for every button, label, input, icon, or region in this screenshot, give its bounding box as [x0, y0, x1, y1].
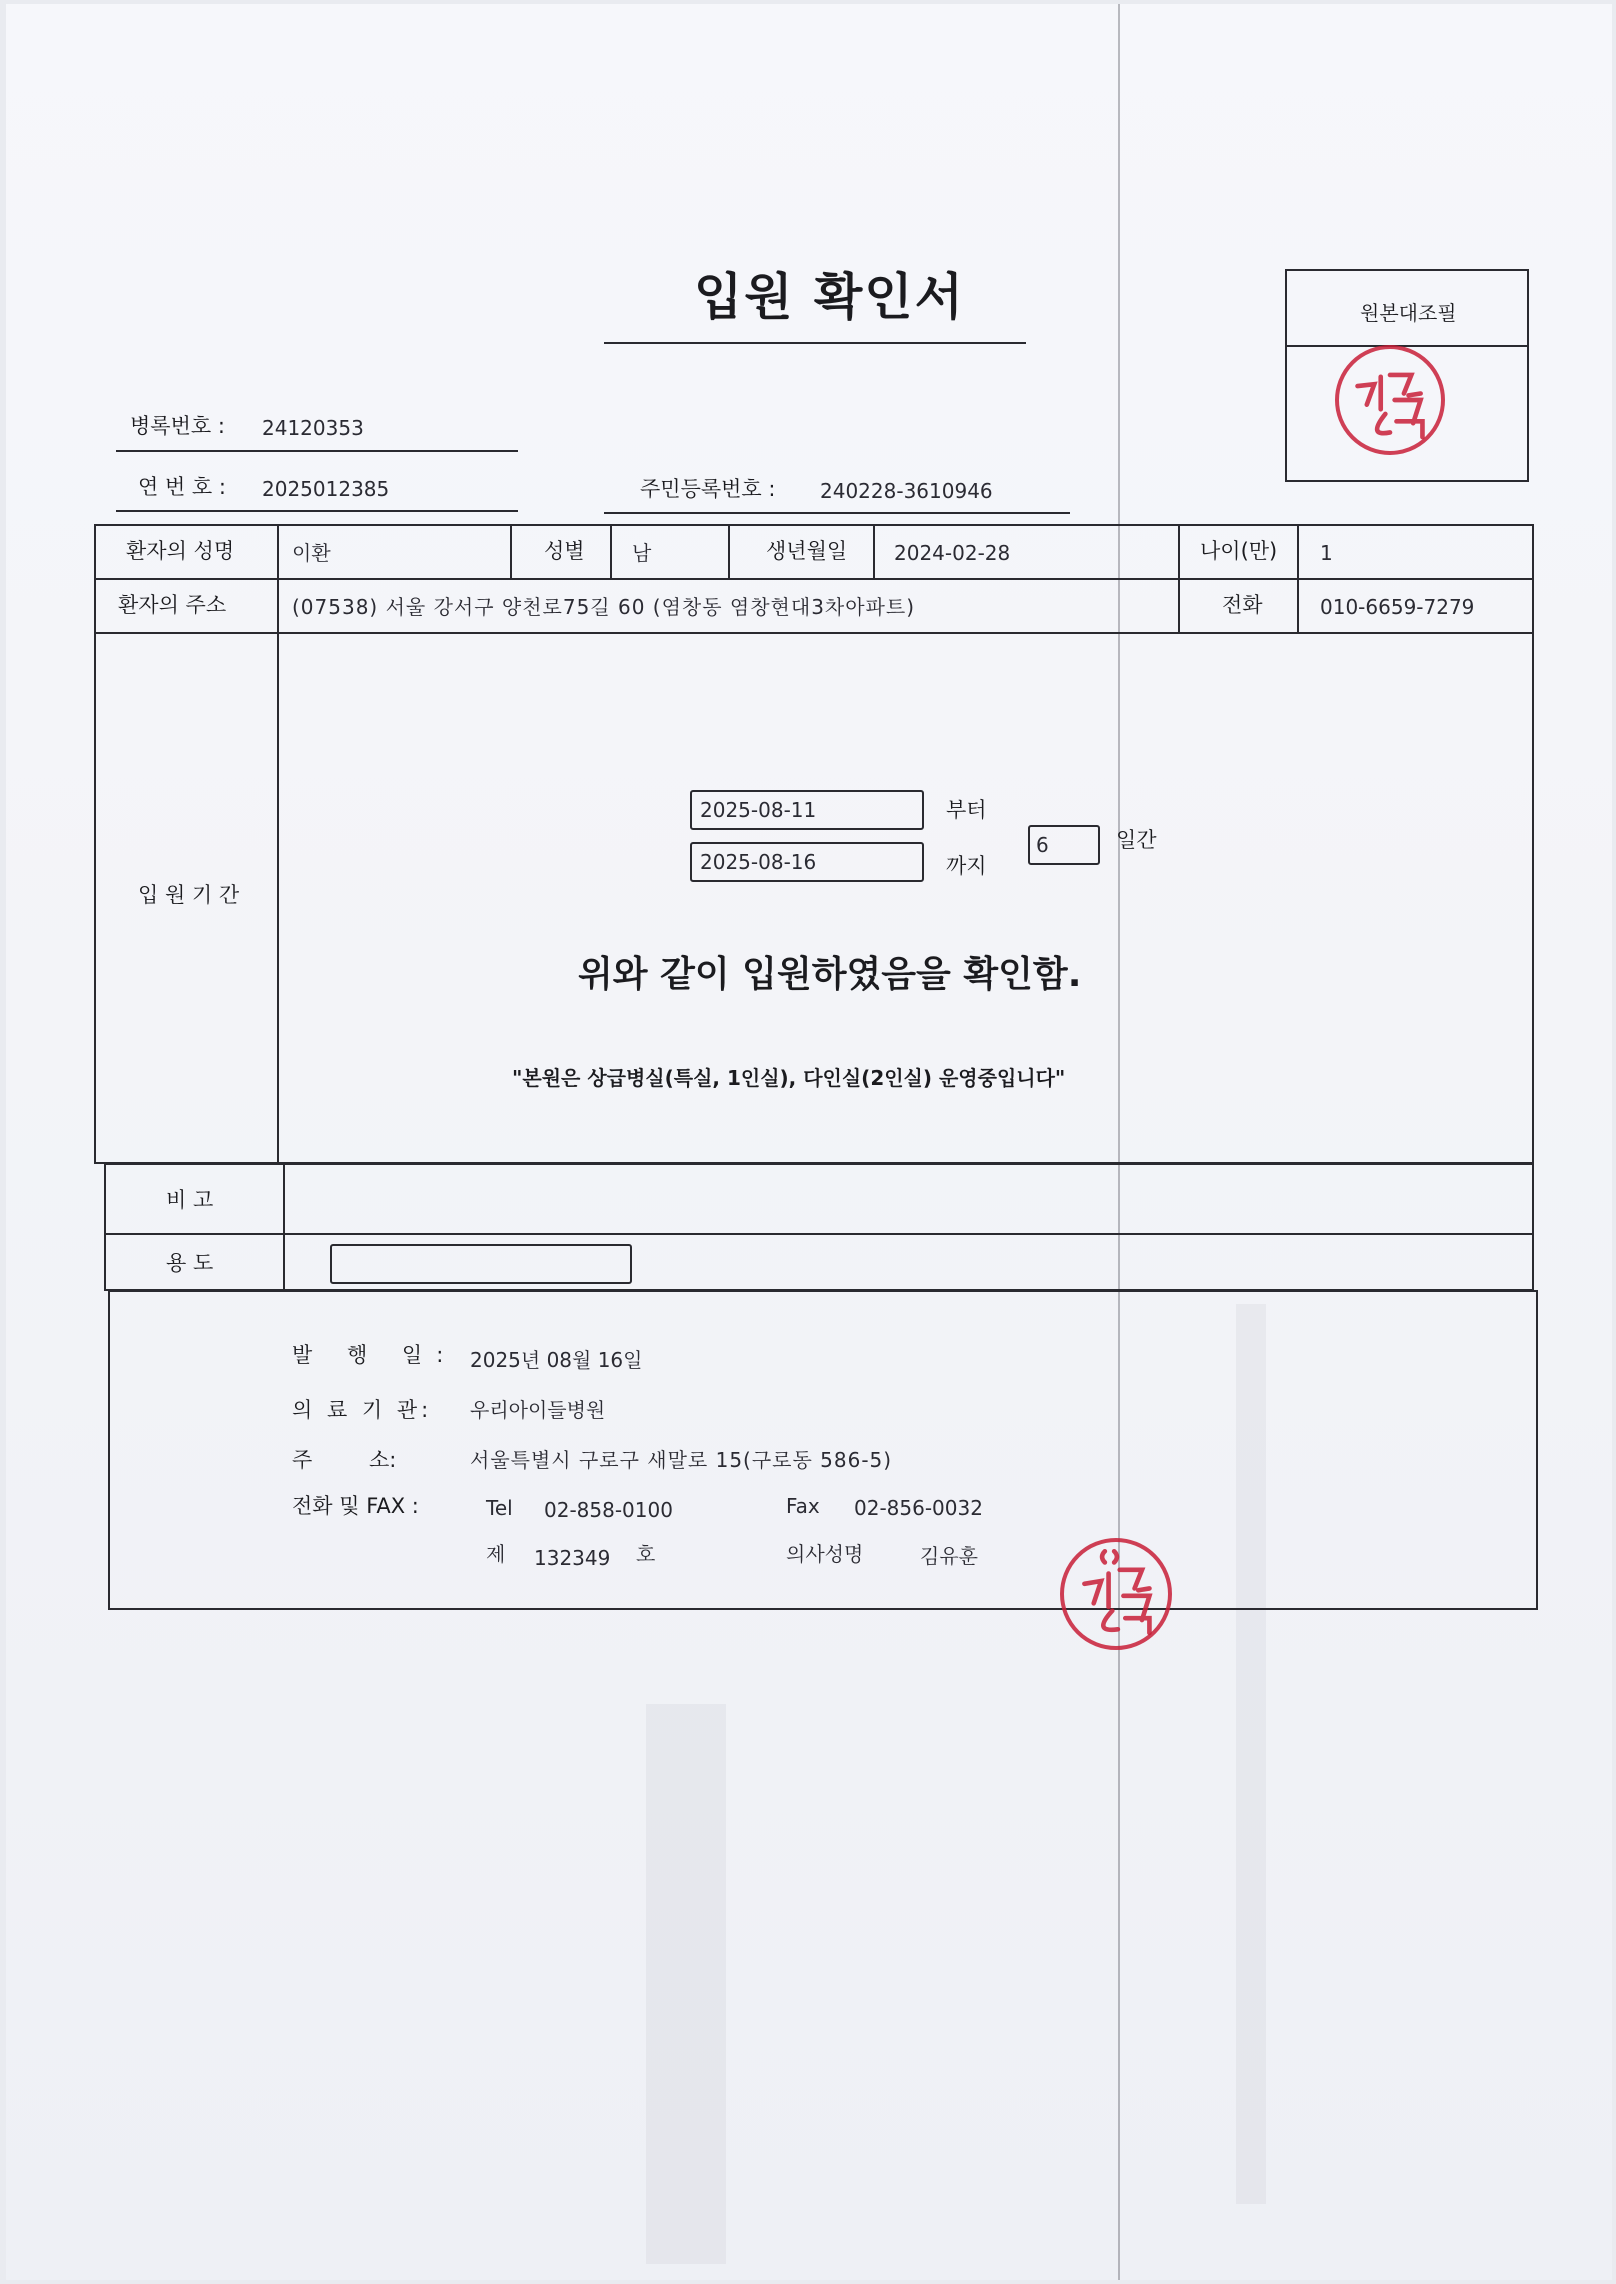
- to-date-value: 2025-08-16: [700, 850, 817, 874]
- doctor-label: 의사성명: [786, 1542, 864, 1566]
- admission-confirm-text: 위와 같이 입원하였음을 확인함.: [578, 954, 1082, 995]
- certified-copy-divider: [1285, 345, 1529, 347]
- issuer-address-value: 서울특별시 구로구 새말로 15(구로동 586-5): [470, 1448, 893, 1472]
- col-divider: [510, 524, 512, 578]
- days-label: 일간: [1116, 828, 1157, 852]
- col-divider: [283, 1163, 285, 1235]
- col-divider: [728, 524, 730, 578]
- resident-no-label: 주민등록번호 :: [640, 477, 776, 501]
- tel-value: 02-858-0100: [544, 1498, 673, 1522]
- patient-name-value: 이환: [292, 541, 331, 565]
- certified-copy-label: 원본대조필: [1360, 301, 1457, 325]
- sex-label: 성별: [544, 539, 585, 563]
- days-value: 6: [1036, 833, 1049, 857]
- row-divider: [94, 578, 1534, 580]
- col-divider: [610, 524, 612, 578]
- col-divider: [277, 524, 279, 1164]
- license-prefix: 제: [486, 1542, 506, 1566]
- title-underline: [604, 342, 1026, 344]
- col-divider: [1297, 524, 1299, 632]
- institution-label: 의 료 기 관:: [292, 1398, 433, 1422]
- purpose-label: 용 도: [166, 1251, 214, 1275]
- license-number: 132349: [534, 1546, 611, 1570]
- issue-date-value: 2025년 08월 16일: [470, 1348, 643, 1372]
- dob-label: 생년월일: [766, 539, 848, 563]
- serial-no-underline: [116, 510, 518, 512]
- doctor-name: 김유훈: [920, 1544, 978, 1568]
- room-notice: "본원은 상급병실(특실, 1인실), 다인실(2인실) 운영중입니다": [512, 1066, 1066, 1090]
- to-label: 까지: [946, 854, 987, 878]
- issuer-address-label: 주 소:: [292, 1448, 397, 1472]
- patient-name-label: 환자의 성명: [126, 539, 235, 563]
- address-value: (07538) 서울 강서구 양천로75길 60 (염창동 염창현대3차아파트): [292, 595, 916, 619]
- record-no-value: 24120353: [262, 416, 364, 440]
- sex-value: 남: [632, 541, 652, 565]
- col-divider: [283, 1233, 285, 1291]
- col-divider: [873, 524, 875, 578]
- document-title: 입원 확인서: [694, 268, 965, 326]
- record-no-label: 병록번호 :: [130, 414, 225, 438]
- purpose-field[interactable]: [330, 1244, 632, 1284]
- fax-label: Fax: [786, 1494, 820, 1518]
- dob-value: 2024-02-28: [894, 541, 1011, 565]
- certified-copy-stamp: [1335, 345, 1445, 455]
- resident-no-value: 240228-3610946: [820, 479, 993, 503]
- serial-no-label: 연 번 호 :: [138, 475, 226, 499]
- age-value: 1: [1320, 541, 1333, 565]
- issue-date-label: 발 행 일:: [292, 1343, 458, 1367]
- address-label: 환자의 주소: [118, 593, 227, 617]
- contact-label: 전화 및 FAX :: [292, 1494, 419, 1518]
- phone-label: 전화: [1222, 593, 1263, 617]
- age-label: 나이(만): [1200, 539, 1278, 563]
- row-divider: [94, 632, 1534, 634]
- record-no-underline: [116, 450, 518, 452]
- license-suffix: 호: [636, 1542, 656, 1566]
- institution-value: 우리아이들병원: [470, 1398, 606, 1422]
- phone-value: 010-6659-7279: [1320, 595, 1475, 619]
- admission-period-label: 입 원 기 간: [138, 883, 240, 907]
- fax-value: 02-856-0032: [854, 1496, 983, 1520]
- doctor-seal: [1060, 1538, 1172, 1650]
- print-smudge: [646, 1704, 726, 2264]
- from-date-value: 2025-08-11: [700, 798, 817, 822]
- tel-label: Tel: [486, 1496, 513, 1520]
- resident-no-underline: [604, 512, 1070, 514]
- purpose-row: [104, 1233, 1534, 1291]
- from-label: 부터: [946, 798, 987, 822]
- col-divider: [1178, 524, 1180, 632]
- remarks-label: 비 고: [166, 1188, 214, 1212]
- remarks-row: [104, 1163, 1534, 1235]
- serial-no-value: 2025012385: [262, 477, 390, 501]
